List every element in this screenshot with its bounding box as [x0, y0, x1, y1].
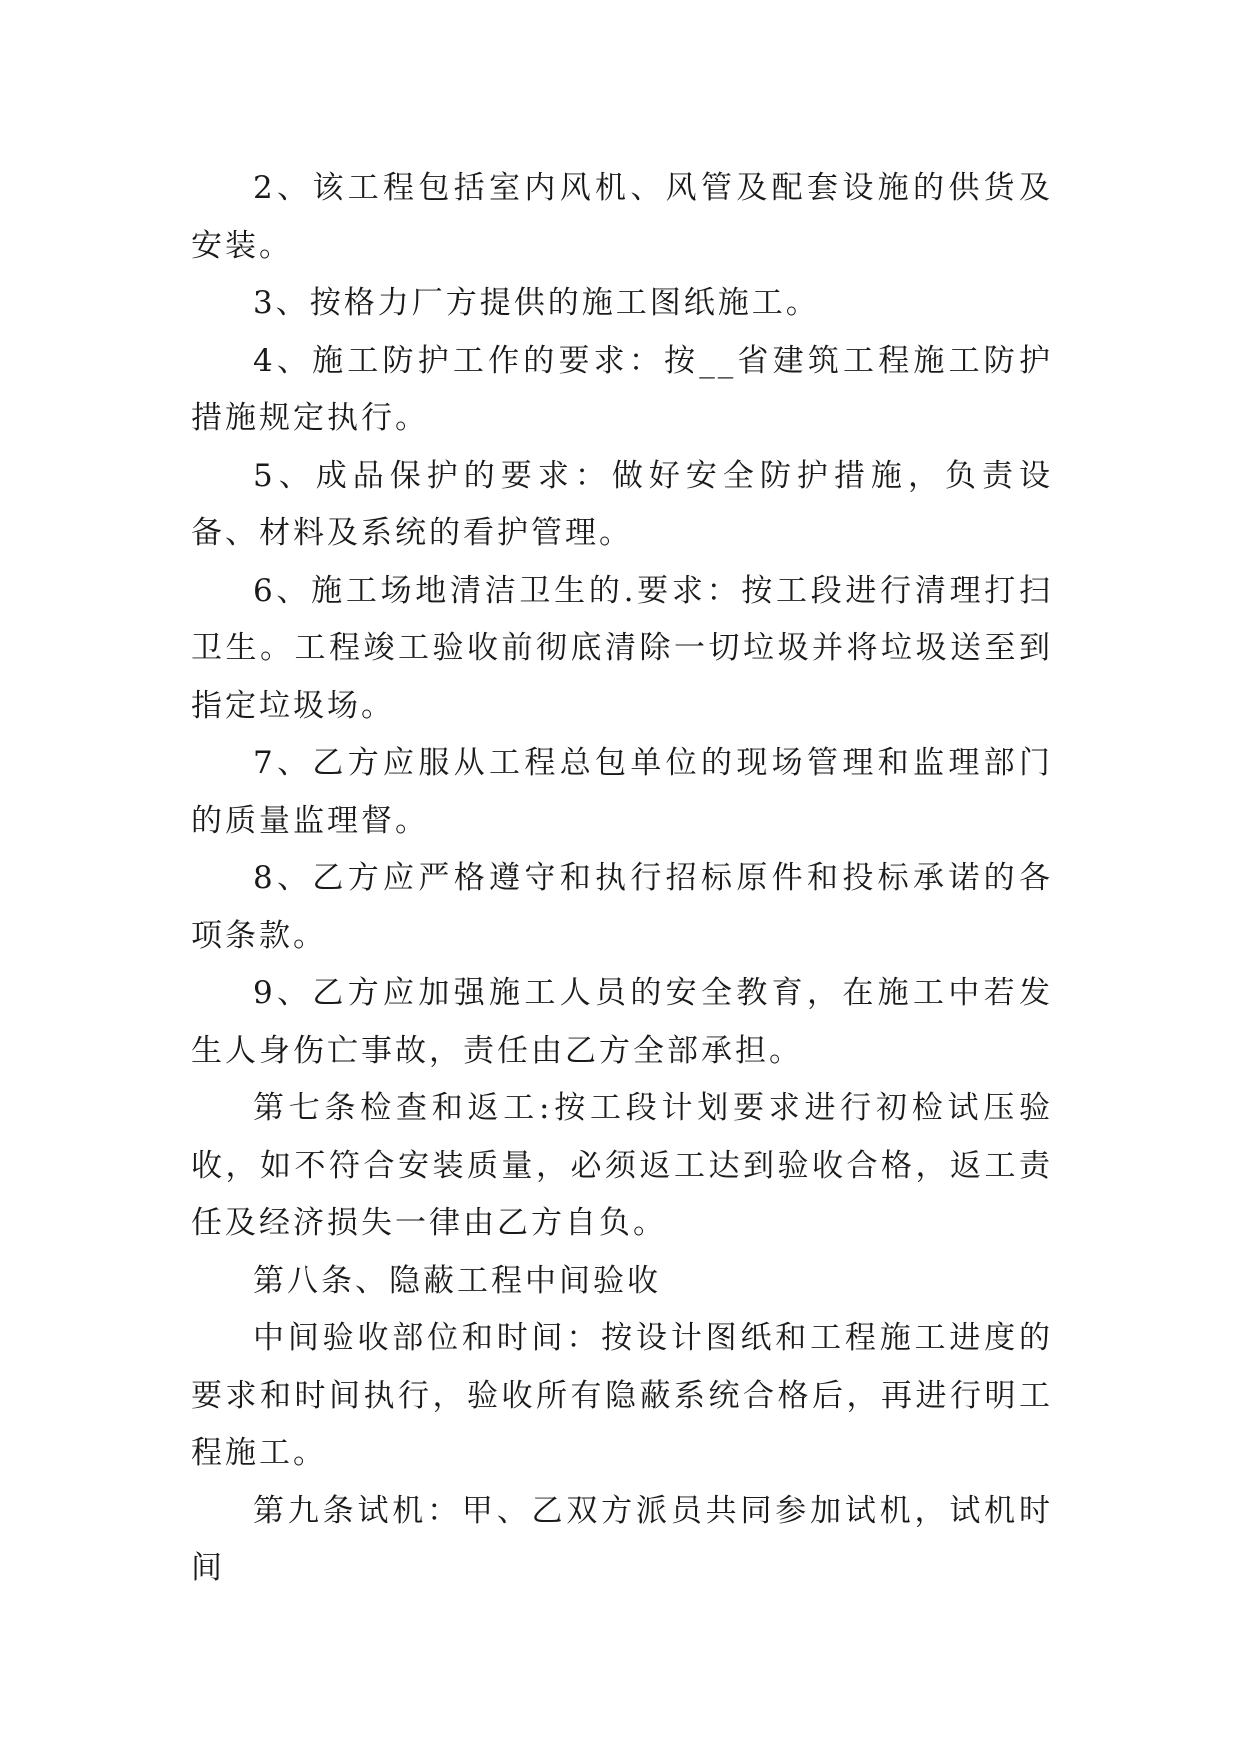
- paragraph-item-8: 8、乙方应严格遵守和执行招标原件和投标承诺的各项条款。: [191, 860, 1053, 954]
- paragraph-article-9: 第九条试机：甲、乙双方派员共同参加试机，试机时间: [191, 1492, 1053, 1586]
- paragraph-article-8-heading: 第八条、隐蔽工程中间验收: [253, 1262, 661, 1299]
- paragraph-item-9: 9、乙方应加强施工人员的安全教育，在施工中若发生人身伤亡事故，责任由乙方全部承担。: [191, 975, 1053, 1069]
- paragraph-item-2: 2、该工程包括室内风机、风管及配套设施的供货及安装。: [191, 170, 1053, 264]
- paragraph-item-6: 6、施工场地清洁卫生的.要求：按工段进行清理打扫卫生。工程竣工验收前彻底清除一切垃圾并将垃圾送至到指定垃圾场。: [191, 572, 1053, 724]
- paragraph-item-7: 7、乙方应服从工程总包单位的现场管理和监理部门的质量监理督。: [191, 745, 1053, 839]
- paragraph-article-7: 第七条检查和返工:按工段计划要求进行初检试压验收，如不符合安装质量，必须返工达到验收合格，返工责任及经济损失一律由乙方自负。: [191, 1090, 1053, 1241]
- paragraph-article-8-body: 中间验收部位和时间：按设计图纸和工程施工进度的要求和时间执行，验收所有隐蔽系统合格后，再进行明工程施工。: [191, 1320, 1053, 1471]
- paragraph-item-5: 5、成品保护的要求：做好安全防护措施，负责设备、材料及系统的看护管理。: [191, 457, 1053, 551]
- paragraph-item-3: 3、按格力厂方提供的施工图纸施工。: [253, 285, 820, 321]
- document-body: [191, 160, 1053, 1598]
- paragraph-item-4: 4、施工防护工作的要求：按__省建筑工程施工防护措施规定执行。: [191, 342, 1053, 436]
